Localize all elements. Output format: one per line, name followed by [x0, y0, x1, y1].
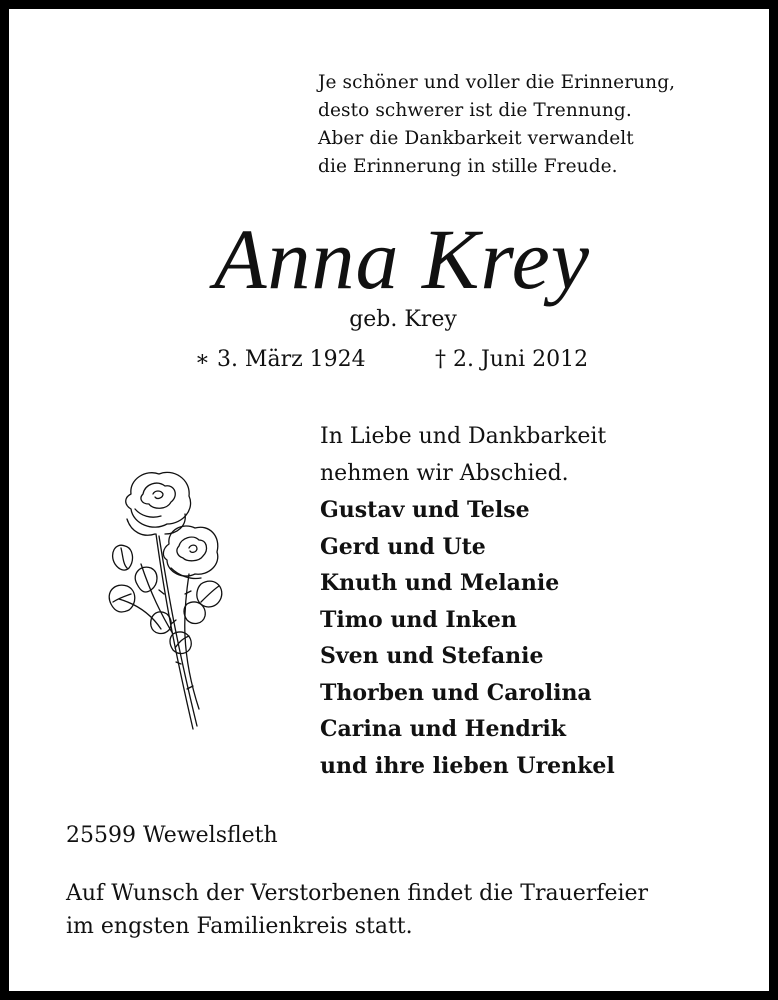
birth-name: geb. Krey	[349, 307, 457, 332]
family-member: und ihre lieben Urenkel	[320, 752, 615, 779]
poem-line: die Erinnerung in stille Freude.	[318, 156, 618, 177]
birth-date: ∗ 3. März 1924	[195, 347, 366, 372]
family-member: Carina und Hendrik	[320, 716, 567, 742]
rose-illustration	[101, 464, 231, 739]
memorial-poem	[318, 69, 758, 181]
poem-line: Je schöner und voller die Erinnerung,	[318, 72, 676, 93]
family-member: Timo und Inken	[320, 606, 517, 633]
deceased-name: Anna Krey	[213, 211, 590, 307]
family-member: Gerd und Ute	[320, 533, 486, 560]
closing-line: Auf Wunsch der Verstorbenen findet die Trauerfeier	[66, 881, 649, 906]
farewell-intro-line: In Liebe und Dankbarkeit	[320, 424, 607, 449]
family-member: Sven und Stefanie	[320, 643, 544, 669]
closing-line: im engsten Familienkreis statt.	[66, 914, 413, 939]
family-member: Thorben und Carolina	[320, 679, 592, 706]
closing-note	[66, 877, 756, 943]
place-line: 25599 Wewelsfleth	[66, 823, 278, 848]
farewell-section	[320, 419, 760, 784]
family-member: Gustav und Telse	[320, 497, 530, 523]
family-member: Knuth und Melanie	[320, 570, 560, 596]
farewell-intro-line: nehmen wir Abschied.	[320, 460, 569, 486]
poem-line: Aber die Dankbarkeit verwandelt	[318, 128, 634, 149]
death-date: † 2. Juni 2012	[435, 347, 589, 372]
poem-line: desto schwerer ist die Trennung.	[318, 100, 632, 121]
